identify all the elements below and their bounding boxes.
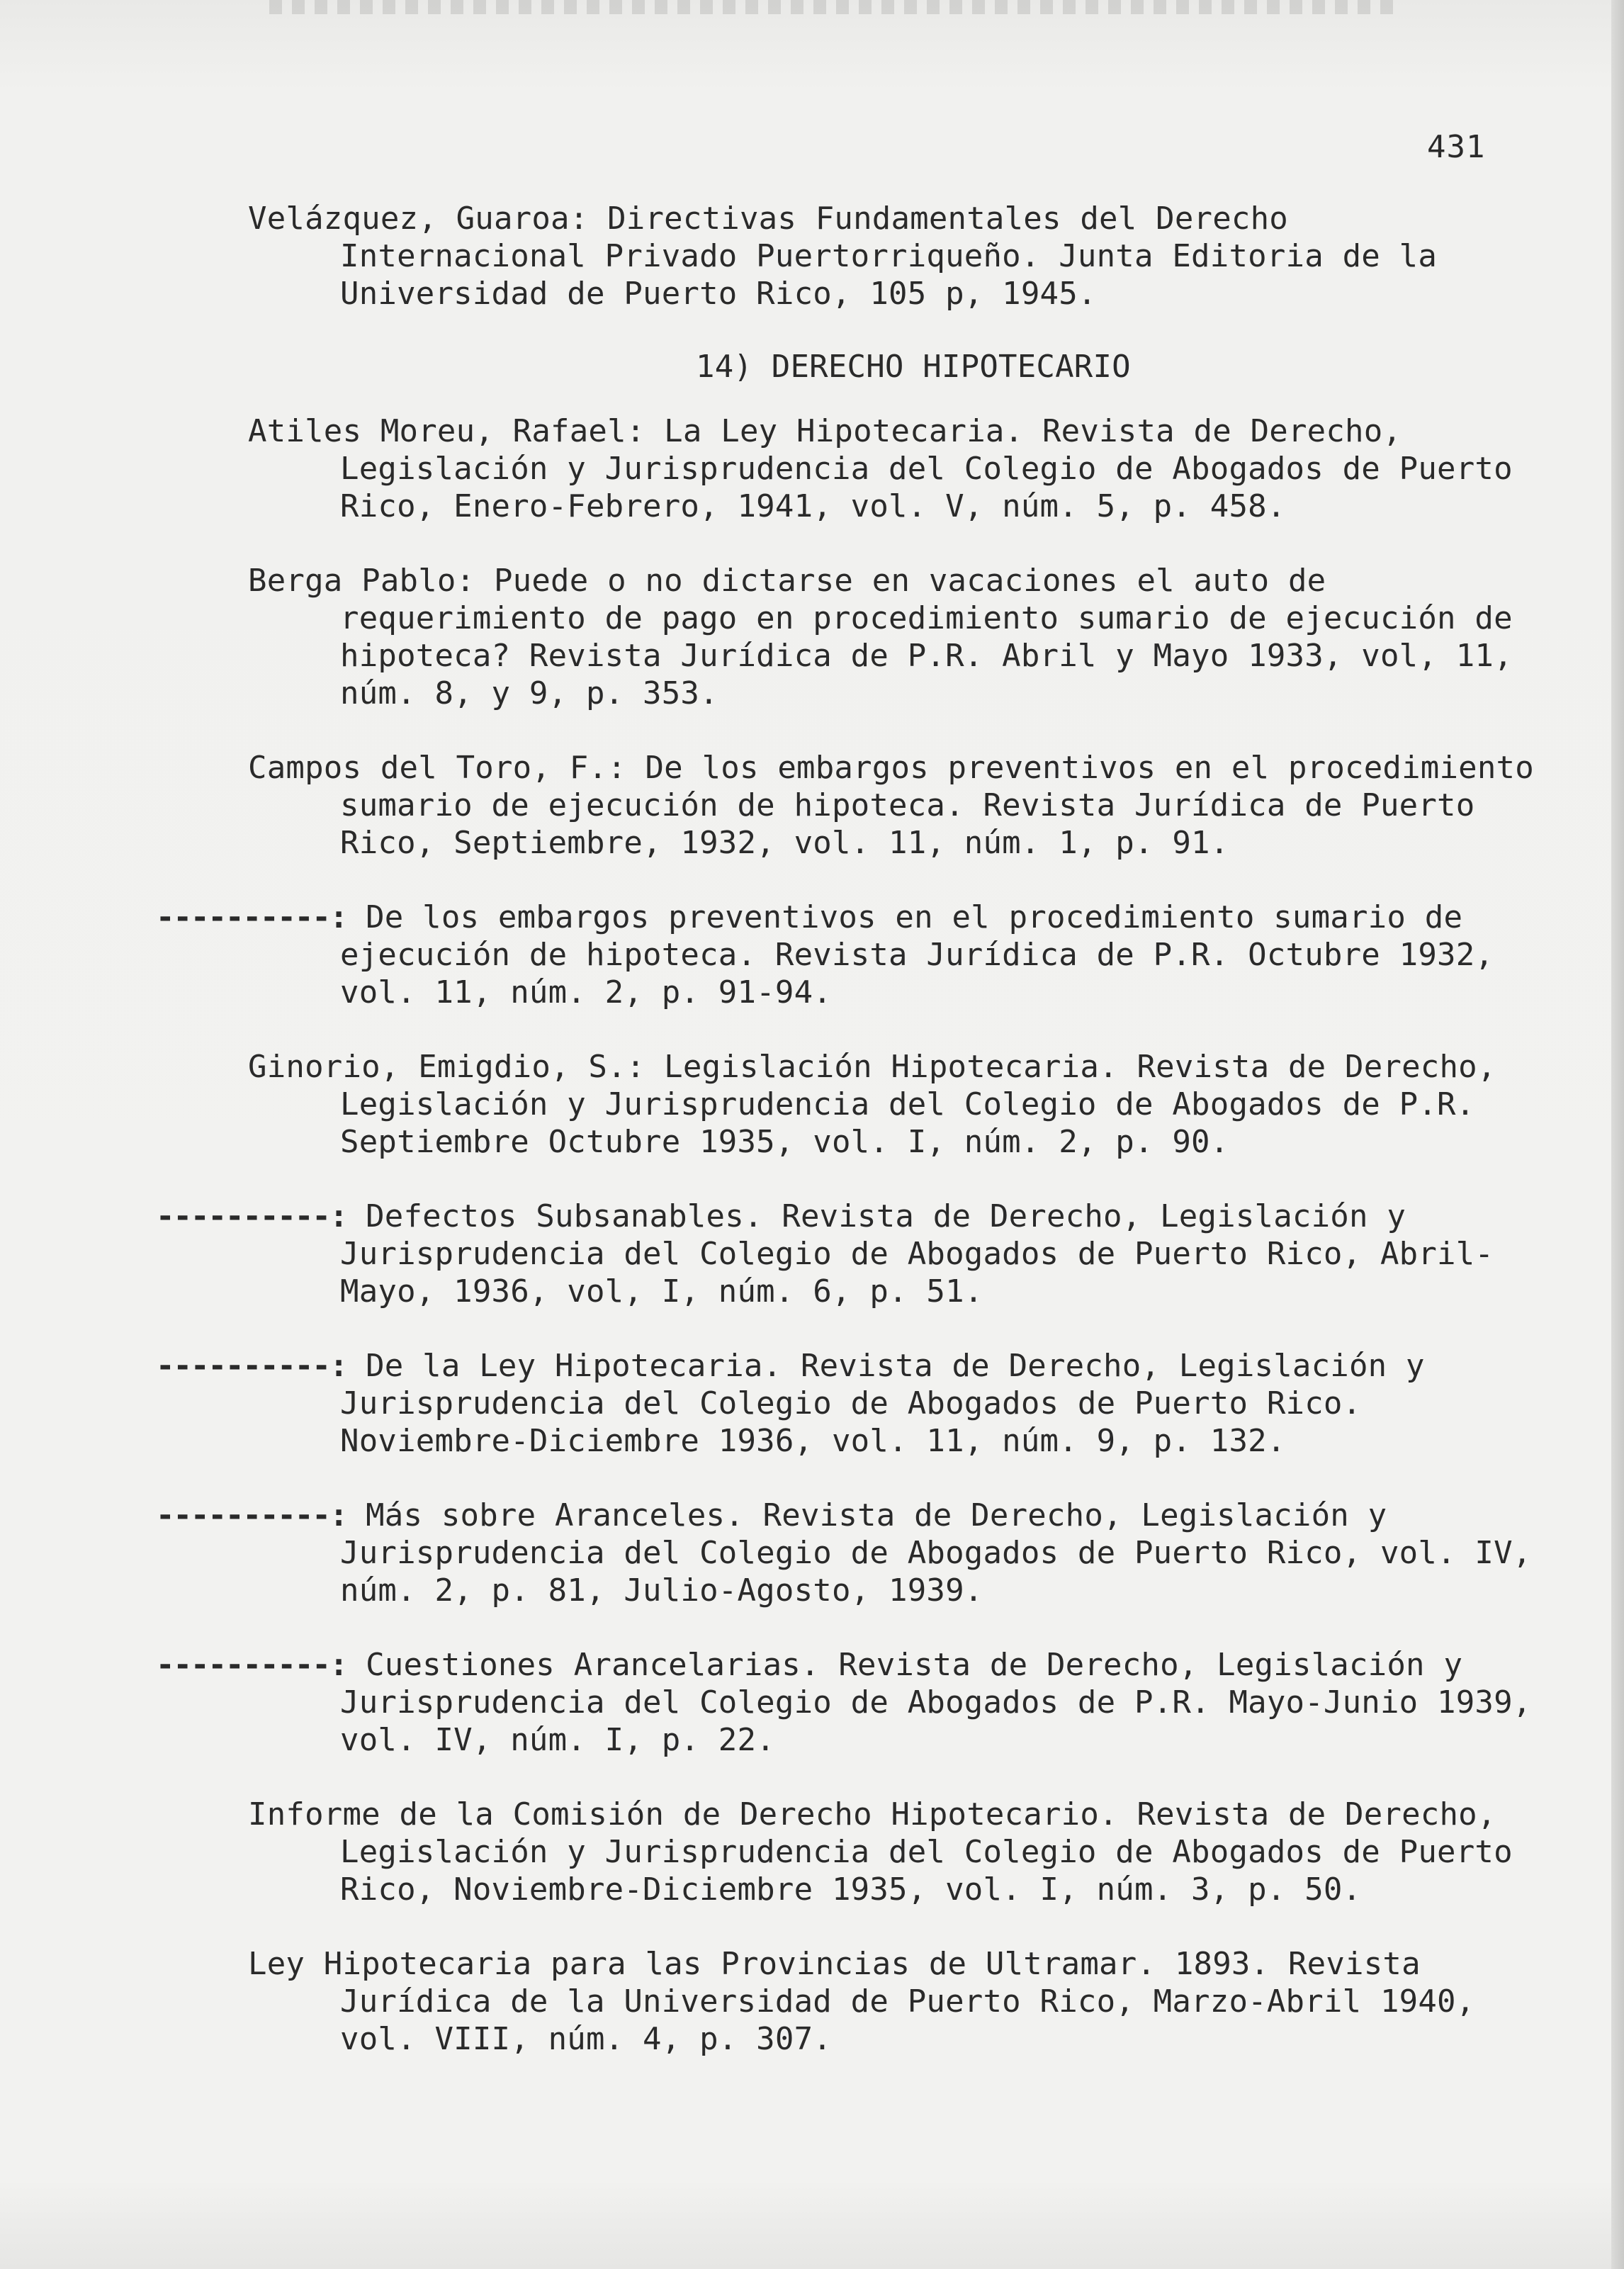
bibliography-entry: Velázquez, Guaroa: Directivas Fundamentales del Derecho Internacional Privado Puertorriqueño. Junta Editoria de la Universidad de Puerto Rico, 105 p, 1945. <box>248 201 1438 312</box>
entry-text: Berga Pablo: Puede o no dictarse en vacaciones el auto de requerimiento de pago en procedimiento sumario de ejecución de hipoteca? Revista Jurídica de P.R. Abril y Mayo 1933, vol, 11, núm. 8, y 9, p. 353. <box>248 563 1513 711</box>
bibliography-entry <box>248 562 1552 712</box>
top-edge-bleed <box>269 0 1403 14</box>
entry-dash-lead: ----------: <box>156 1348 347 1384</box>
entry-text: Ley Hipotecaria para las Provincias de Ultramar. 1893. Revista Jurídica de la Universidad de Puerto Rico, Marzo-Abril 1940, vol. VIII, núm. 4, p. 307. <box>248 1946 1475 2057</box>
page-number: 431 <box>1427 129 1486 165</box>
entry-text: Más sobre Aranceles. Revista de Derecho, Legislación y Jurisprudencia del Colegio de Abogados de Puerto Rico, vol. IV, núm. 2, p. 81, Julio-Agosto, 1939. <box>340 1497 1532 1609</box>
entry-text: Atiles Moreu, Rafael: La Ley Hipotecaria. Revista de Derecho, Legislación y Jurisprudencia del Colegio de Abogados de Puerto Rico, Enero-Febrero, 1941, vol. V, núm. 5, p. 458. <box>248 413 1513 524</box>
bibliography-entry <box>248 412 1552 525</box>
page-edge-shadow <box>1611 0 1624 2269</box>
entry-text: Defectos Subsanables. Revista de Derecho, Legislación y Jurisprudencia del Colegio de Abogados de Puerto Rico, Abril-Mayo, 1936, vol, I, núm. 6, p. 51. <box>340 1198 1494 1310</box>
entry-text: Ginorio, Emigdio, S.: Legislación Hipotecaria. Revista de Derecho, Legislación y Jurisprudencia del Colegio de Abogados de P.R. Septiembre Octubre 1935, vol. I, núm. 2, p. 90. <box>248 1049 1496 1160</box>
entry-dash-lead: ----------: <box>156 899 347 935</box>
entry-text: Informe de la Comisión de Derecho Hipotecario. Revista de Derecho, Legislación y Jurisprudencia del Colegio de Abogados de Puerto Rico, Noviembre-Diciembre 1935, vol. I, núm. 3, p. 50. <box>248 1796 1513 1908</box>
section-heading: 14) DERECHO HIPOTECARIO <box>696 349 1131 385</box>
bibliography <box>156 200 1552 2058</box>
bibliography-entry <box>248 1945 1552 2058</box>
entry-dash-lead: ----------: <box>156 1497 347 1533</box>
bibliography-entry <box>156 899 1552 1011</box>
entry-text: De la Ley Hipotecaria. Revista de Derecho, Legislación y Jurisprudencia del Colegio de Abogados de Puerto Rico. Noviembre-Diciembre 1936, vol. 11, núm. 9, p. 132. <box>340 1348 1425 1459</box>
entry-text: Cuestiones Arancelarias. Revista de Derecho, Legislación y Jurisprudencia del Colegio de Abogados de P.R. Mayo-Junio 1939, vol. IV, núm. I, p. 22. <box>340 1647 1532 1758</box>
entry-dash-lead: ----------: <box>156 1198 347 1234</box>
bibliography-entry <box>248 1048 1552 1161</box>
bibliography-entry <box>156 1646 1552 1759</box>
bibliography-entry <box>248 749 1552 862</box>
bibliography-entry <box>156 1497 1552 1609</box>
bibliography-entry <box>156 1198 1552 1310</box>
entry-dash-lead: ----------: <box>156 1647 347 1683</box>
entry-text: Campos del Toro, F.: De los embargos preventivos en el procedimiento sumario de ejecución de hipoteca. Revista Jurídica de Puerto Rico, Septiembre, 1932, vol. 11, núm. 1, p. 91. <box>248 750 1534 861</box>
bibliography-entry <box>248 1796 1552 1908</box>
entry-text: De los embargos preventivos en el procedimiento sumario de ejecución de hipoteca. Revista Jurídica de P.R. Octubre 1932, vol. 11, núm. 2, p. 91-94. <box>340 899 1494 1010</box>
bibliography-entry <box>156 1347 1552 1460</box>
